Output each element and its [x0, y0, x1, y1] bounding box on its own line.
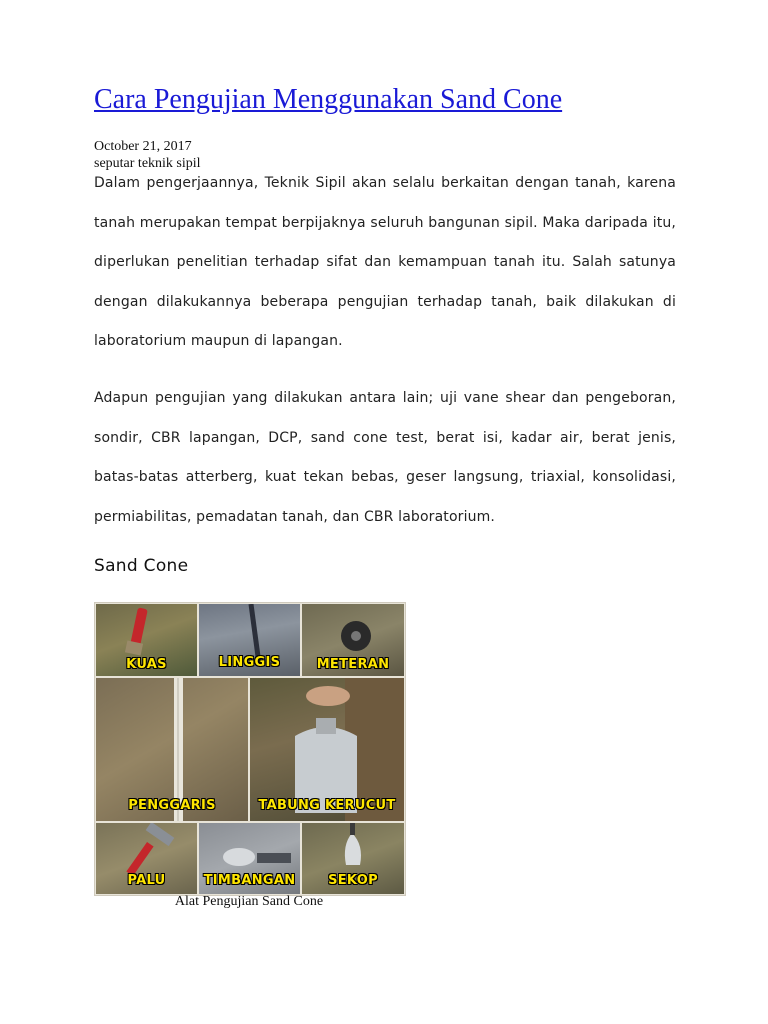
label-linggis: LINGGIS — [218, 655, 281, 670]
tile-palu — [96, 823, 197, 894]
tile-kuas — [96, 604, 197, 676]
tile-penggaris — [96, 678, 248, 821]
label-timbangan: TIMBANGAN — [203, 873, 296, 888]
label-penggaris: PENGGARIS — [128, 798, 216, 813]
label-kuas: KUAS — [126, 657, 167, 672]
section-heading: Sand Cone — [94, 556, 189, 576]
label-meteran: METERAN — [316, 657, 390, 672]
tile-linggis — [199, 604, 300, 676]
label-sekop: SEKOP — [328, 873, 378, 888]
figure-caption: Alat Pengujian Sand Cone — [174, 894, 324, 909]
label-tabung-kerucut: TABUNG KERUCUT — [258, 798, 396, 813]
post-category: seputar teknik sipil — [94, 156, 201, 171]
sand-cone-equipment-image — [94, 602, 406, 896]
paragraph-tests: Adapun pengujian yang dilakukan antara lain; uji vane shear dan pengeboran, sondir, CBR lapangan, DCP, sand cone test, berat isi, kadar air, berat jenis, batas-batas atterberg, kuat tekan bebas, geser langsung, triaxial, konsolidasi, permiabilitas, pemadatan tanah, dan CBR laboratorium. — [94, 390, 676, 525]
paragraph-intro: Dalam pengerjaannya, Teknik Sipil akan selalu berkaitan dengan tanah, karena tanah merupakan tempat berpijaknya seluruh bangunan sipil. Maka daripada itu, diperlukan penelitian terhadap sifat dan kemampuan tanah itu. Salah satunya dengan dilakukannya beberapa pengujian terhadap tanah, baik dilakukan di laboratorium maupun di lapangan. — [94, 175, 676, 349]
tile-timbangan — [199, 823, 300, 894]
label-palu: PALU — [127, 873, 166, 888]
post-title-link[interactable]: Cara Pengujian Menggunakan Sand Cone — [94, 84, 563, 115]
tile-meteran — [302, 604, 404, 676]
tile-sekop — [302, 823, 404, 894]
tile-tabung-kerucut — [250, 678, 404, 821]
post-date: October 21, 2017 — [94, 139, 192, 154]
